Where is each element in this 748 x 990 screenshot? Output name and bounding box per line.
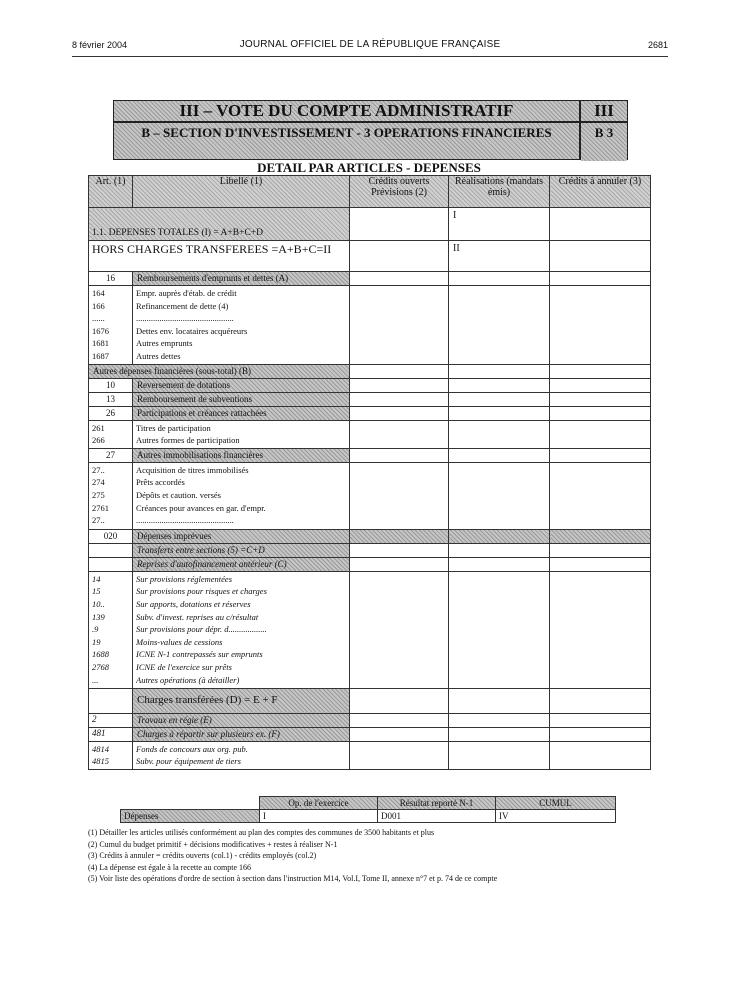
row-travaux-label: Travaux en régie (E) (133, 713, 350, 727)
row-020-label: Dépenses imprévues (133, 529, 350, 543)
row-hors-mark: II (449, 241, 550, 272)
col-realisations: Réalisations (mandats émis) (449, 176, 550, 208)
cell (350, 241, 449, 272)
cumul-v-op: I (260, 810, 378, 823)
r16-labels: Empr. auprès d'étab. de crédit Refinancement de dette (4) .............................................. Dettes env. locataires acquéreurs Autres emprunts Autres dettes (133, 286, 350, 365)
header-journal: JOURNAL OFFICIEL DE LA RÉPUBLIQUE FRANÇAISE (239, 39, 501, 50)
r27-arts: 27.. 274 275 2761 27.. (89, 462, 133, 529)
col-art: Art. (1) (89, 176, 133, 208)
title-code1: III (581, 101, 627, 123)
row-10-label: Reversement de dotations (133, 378, 350, 392)
row-16-label: Remboursements d'emprunts et dettes (A) (133, 272, 350, 286)
cumul-h-res: Résultat reporté N-1 (378, 797, 496, 810)
r27-labels: Acquisition de titres immobilisés Prêts accordés Dépôts et caution. versés Créances pour avances en gar. d'empr. .............................................. (133, 462, 350, 529)
cumul-row-label: Dépenses (121, 810, 260, 823)
r26-labels: Titres de participation Autres formes de participation (133, 420, 350, 448)
title-line1: III – VOTE DU COMPTE ADMINISTRATIF (114, 101, 579, 123)
footnote: (5) Voir liste des opérations d'ordre de section à section dans l'instruction M14, Vol.I, Tome II, annexe n°7 et p. 74 de ce compte (88, 874, 498, 883)
r26-arts: 261 266 (89, 420, 133, 448)
row-26-art: 26 (89, 406, 133, 420)
row-total-mark: I (449, 208, 550, 241)
row-13-label: Remboursement de subventions (133, 392, 350, 406)
header-date: 8 février 2004 (72, 40, 128, 50)
col-libelle: Libellé (1) (133, 176, 350, 208)
footnote: (1) Détailler les articles utilisés conformément au plan des comptes des communes de 3500 habitants et plus (88, 828, 435, 837)
col-credits: Crédits ouverts Prévisions (2) (350, 176, 449, 208)
r16-arts: 164 166 ...... 1676 1681 1687 (89, 286, 133, 365)
header-page-number: 2681 (647, 40, 668, 50)
title-line2: B – SECTION D'INVESTISSEMENT - 3 OPERATIONS FINANCIERES (114, 123, 579, 159)
row-autres-fin: Autres dépenses financières (sous-total) (B) (89, 364, 350, 378)
cell (550, 241, 651, 272)
row-hors-label: HORS CHARGES TRANSFEREES =A+B+C=II (89, 241, 350, 272)
cumul-h-op: Op. de l'exercice (260, 797, 378, 810)
row-travaux-art: 2 (89, 713, 133, 727)
row-020-art: 020 (89, 529, 133, 543)
row-reprises: Reprises d'autofinancement antérieur (C) (133, 557, 350, 571)
row-charges: Charges transférées (D) = E + F (133, 688, 350, 713)
cumul-v-cumul: IV (496, 810, 616, 823)
reprises-labels: Sur provisions réglementées Sur provisions pour risques et charges Sur apports, dotations et réserves Subv. d'invest. reprises au c/résultat Sur provisions pour dépr. d.................. Moins-values de cessions ICNE N-1 contrepassés sur emprunts ICNE de l'exercice sur prêts Autres opérations (à détailler) (133, 571, 350, 688)
reprises-arts: 14 15 10.. 139 .9 19 1688 2768 ... (89, 571, 133, 688)
footnote: (3) Crédits à annuler = crédits ouverts (col.1) - crédits employés (col.2) (88, 851, 317, 860)
footnote: (2) Cumul du budget primitif + décisions modificatives + restes à réaliser N-1 (88, 839, 338, 849)
cell (350, 208, 449, 241)
title-box (113, 100, 628, 160)
row-481-label: Charges à répartir sur plusieurs ex. (F) (133, 727, 350, 741)
page-header (72, 38, 668, 52)
row-16-art: 16 (89, 272, 133, 286)
row-13-art: 13 (89, 392, 133, 406)
row-27-art: 27 (89, 448, 133, 462)
row-transferts: Transferts entre sections (5) =C+D (133, 543, 350, 557)
footnotes (88, 827, 648, 885)
last-arts: 4814 4815 (89, 741, 133, 769)
row-26-label: Participations et créances rattachées (133, 406, 350, 420)
footnote: (4) La dépense est égale à la recette au compte 166 (88, 862, 252, 872)
cell (550, 208, 651, 241)
last-labels: Fonds de concours aux org. pub. Subv. pour équipement de tiers (133, 741, 350, 769)
row-10-art: 10 (89, 378, 133, 392)
header-rule (72, 56, 668, 57)
row-total-label: 1.1. DEPENSES TOTALES (I) = A+B+C+D (89, 208, 350, 241)
col-annuler: Crédits à annuler (3) (550, 176, 651, 208)
title-main (114, 101, 581, 159)
row-481-art: 481 (89, 727, 133, 741)
detail-heading: DETAIL PAR ARTICLES - DEPENSES (257, 160, 481, 175)
cumul-v-res: D001 (378, 810, 496, 823)
title-code2: B 3 (581, 123, 627, 161)
row-27-label: Autres immobilisations financières (133, 448, 350, 462)
expenses-table (88, 175, 651, 770)
cumul-h-cumul: CUMUL (496, 797, 616, 810)
cumul-table (120, 796, 616, 823)
